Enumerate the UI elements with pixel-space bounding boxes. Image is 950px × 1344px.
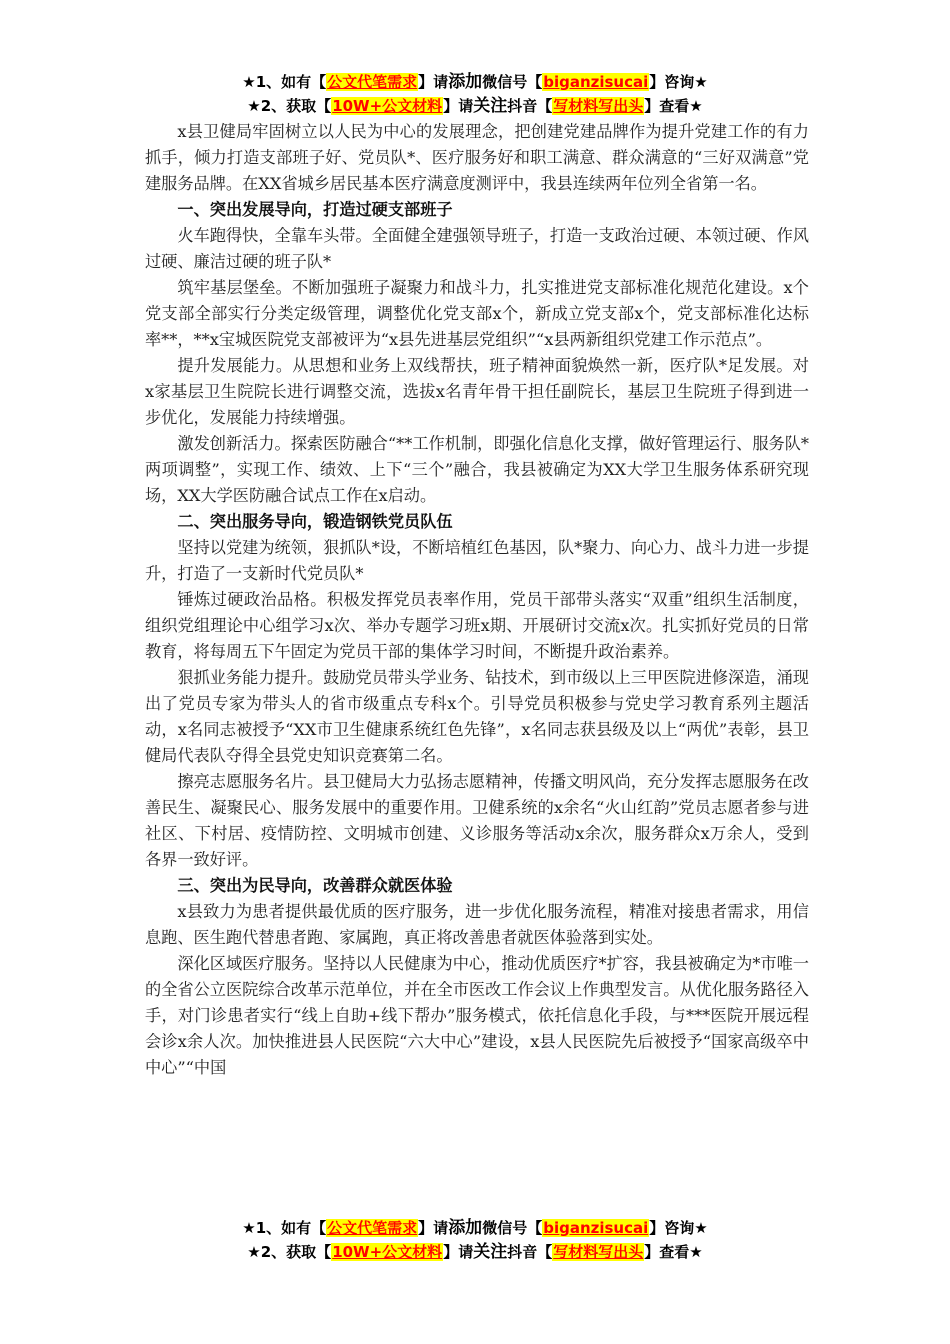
banner-text: 微信号【: [482, 1219, 543, 1237]
banner-text: 】查看★: [644, 97, 703, 115]
banner-text: 抖音【: [507, 97, 553, 115]
document-body: [145, 119, 809, 1081]
highlight-wechat-id: biganzisucai: [543, 73, 649, 91]
banner-emphasis: 添加: [448, 72, 483, 92]
banner-text: ★2、获取【: [247, 1243, 332, 1261]
banner-text: 】请: [443, 97, 474, 115]
banner-emphasis: 添加: [448, 1218, 483, 1238]
banner-text: ★1、如有【: [242, 1219, 327, 1237]
section-heading: 一、突出发展导向，打造过硬支部班子: [177, 200, 453, 219]
banner-text: 】请: [418, 1219, 449, 1237]
banner-text: 抖音【: [507, 1243, 553, 1261]
highlight-materials: 10W+公文材料: [332, 1243, 443, 1261]
footer-banner: [0, 1216, 950, 1264]
banner-emphasis: 关注: [473, 1242, 508, 1262]
paragraph: 激发创新活力。探索医防融合“**工作机制，即强化信息化支撑，做好管理运行、服务队*两项调整”，实现工作、绩效、上下“三个”融合，我县被确定为XX大学卫生服务体系研究现场，XX大学医防融合试点工作在x启动。: [145, 434, 809, 505]
highlight-service: 公文代笔需求: [327, 73, 418, 91]
paragraph: 擦亮志愿服务名片。县卫健局大力弘扬志愿精神，传播文明风尚，充分发挥志愿服务在改善民生、凝聚民心、服务发展中的重要作用。卫健系统的x余名“火山红韵”党员志愿者参与进社区、下村居、疫情防控、文明城市创建、义诊服务等活动x余次，服务群众x万余人，受到各界一致好评。: [145, 772, 809, 869]
paragraph: 提升发展能力。从思想和业务上双线帮扶，班子精神面貌焕然一新，医疗队*足发展。对x家基层卫生院院长进行调整交流，选拔x名青年骨干担任副院长，基层卫生院班子得到进一步优化，发展能力持续增强。: [145, 356, 809, 427]
paragraph: 深化区域医疗服务。坚持以人民健康为中心，推动优质医疗*扩容，我县被确定为*市唯一的全省公立医院综合改革示范单位，并在全市医改工作会议上作典型发言。从优化服务路径入手，对门诊患者实行“线上自助+线下帮办”服务模式，依托信息化手段，与***医院开展远程会诊x余人次。加快推进县人民医院“六大中心”建设，x县人民医院先后被授予“国家高级卒中中心”“中国: [145, 954, 809, 1077]
header-banner: [0, 70, 950, 118]
paragraph: 筑牢基层堡垒。不断加强班子凝聚力和战斗力，扎实推进党支部标准化规范化建设。x个党支部全部实行分类定级管理，调整优化党支部x个，新成立党支部x个，党支部标准化达标率**，**x宝城医院党支部被评为“x县先进基层党组织”“x县两新组织党建工作示范点”。: [145, 278, 809, 349]
banner-text: 微信号【: [482, 73, 543, 91]
banner-text: 】咨询★: [649, 73, 708, 91]
paragraph: 锤炼过硬政治品格。积极发挥党员表率作用，党员干部带头落实“双重”组织生活制度，组织党组理论中心组学习x次、举办专题学习班x期、开展研讨交流x次。扎实抓好党员的日常教育，将每周五下午固定为党员干部的集体学习时间，不断提升政治素养。: [145, 590, 809, 661]
paragraph: 狠抓业务能力提升。鼓励党员带头学业务、钻技术，到市级以上三甲医院进修深造，涌现出了党员专家为带头人的省市级重点专科x个。引导党员积极参与党史学习教育系列主题活动，x名同志被授予“XX市卫生健康系统红色先锋”，x名同志获县级及以上“两优”表彰，县卫健局代表队夺得全县党史知识竞赛第二名。: [145, 668, 809, 765]
banner-text: ★1、如有【: [242, 73, 327, 91]
paragraph: 火车跑得快，全靠车头带。全面健全建强领导班子，打造一支政治过硬、本领过硬、作风过硬、廉洁过硬的班子队*: [145, 226, 809, 271]
paragraph: x县致力为患者提供最优质的医疗服务，进一步优化服务流程，精准对接患者需求，用信息跑、医生跑代替患者跑、家属跑，真正将改善患者就医体验落到实处。: [145, 902, 809, 947]
banner-text: 】查看★: [644, 1243, 703, 1261]
highlight-douyin: 写材料写出头: [553, 1243, 644, 1261]
paragraph: 坚持以党建为统领，狠抓队*设，不断培植红色基因，队*聚力、向心力、战斗力进一步提升，打造了一支新时代党员队*: [145, 538, 809, 583]
banner-text: 】请: [418, 73, 449, 91]
paragraph: x县卫健局牢固树立以人民为中心的发展理念，把创建党建品牌作为提升党建工作的有力抓手，倾力打造支部班子好、党员队*、医疗服务好和职工满意、群众满意的“三好双满意”党建服务品牌。在XX省城乡居民基本医疗满意度测评中，我县连续两年位列全省第一名。: [145, 122, 809, 193]
highlight-douyin: 写材料写出头: [553, 97, 644, 115]
banner-line-2: [0, 1240, 950, 1264]
banner-text: ★2、获取【: [247, 97, 332, 115]
banner-emphasis: 关注: [473, 96, 508, 116]
section-heading: 三、突出为民导向，改善群众就医体验: [177, 876, 453, 895]
banner-line-2: [0, 94, 950, 118]
highlight-materials: 10W+公文材料: [332, 97, 443, 115]
banner-text: 】请: [443, 1243, 474, 1261]
highlight-service: 公文代笔需求: [327, 1219, 418, 1237]
highlight-wechat-id: biganzisucai: [543, 1219, 649, 1237]
banner-line-1: [0, 1216, 950, 1240]
banner-line-1: [0, 70, 950, 94]
section-heading: 二、突出服务导向，锻造钢铁党员队伍: [177, 512, 453, 531]
banner-text: 】咨询★: [649, 1219, 708, 1237]
